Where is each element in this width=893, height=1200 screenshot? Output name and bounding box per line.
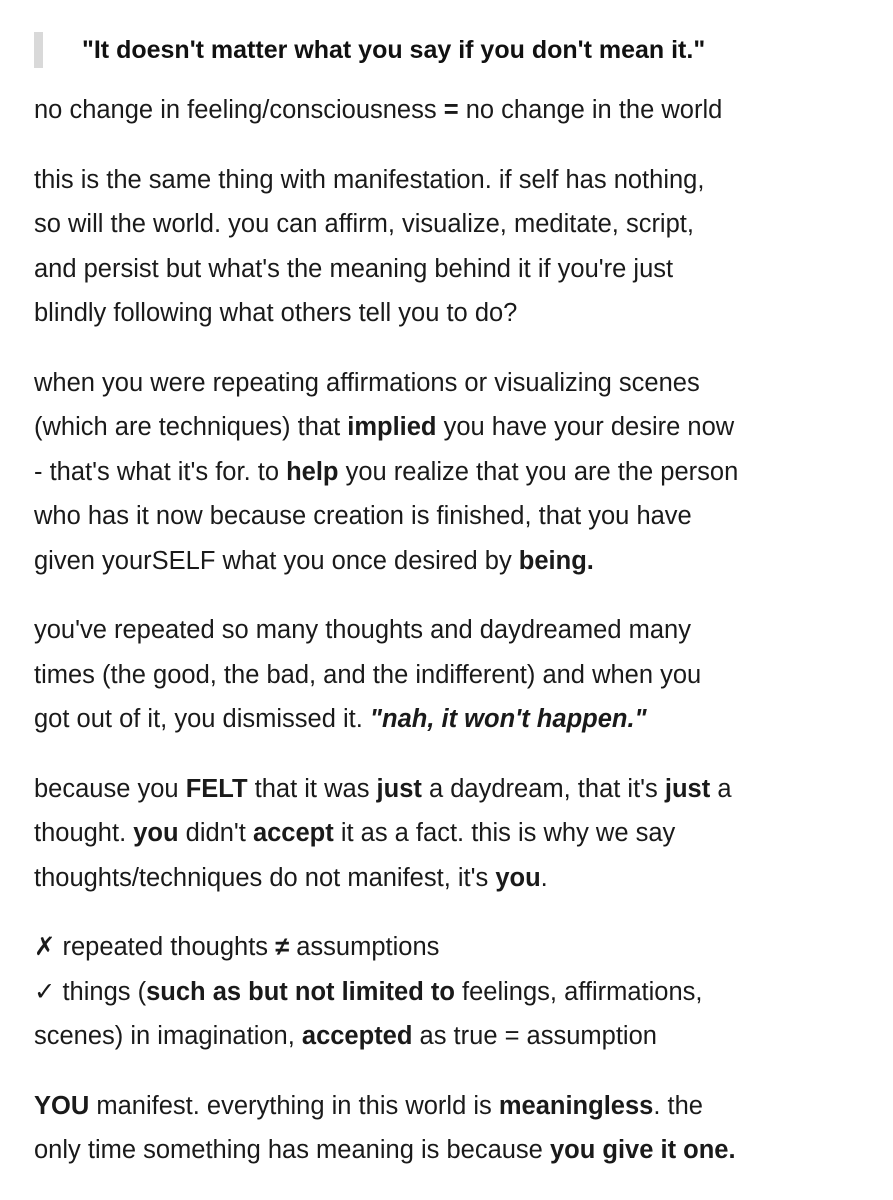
- quote-bar: [34, 32, 43, 68]
- text-line: times (the good, the bad, and the indifferent) and when you: [34, 660, 702, 689]
- text-line: ✗ repeated thoughts ≠ assumptions: [34, 933, 440, 961]
- text-line: thought. you didn't accept it as a fact. this is why we say: [34, 819, 676, 847]
- text-line: given yourSELF what you once desired by being.: [34, 546, 594, 575]
- cross-mark-icon: ✗: [34, 933, 56, 961]
- not-equal-sign: ≠: [275, 933, 290, 961]
- text-line: (which are techniques) that implied you have your desire now: [34, 413, 735, 441]
- text-line: when you were repeating affirmations or visualizing scenes: [34, 368, 700, 397]
- paragraph-3: [34, 361, 874, 584]
- check-mark-icon: ✓: [34, 977, 56, 1006]
- text-line: YOU manifest. everything in this world is meaningless. the: [34, 1091, 703, 1120]
- text-line: no change in feeling/consciousness = no change in the world: [34, 96, 723, 124]
- paragraph-4: [34, 608, 874, 742]
- quote-text: "It doesn't matter what you say if you don't mean it.": [82, 36, 706, 64]
- paragraph-6: [34, 925, 874, 1059]
- paragraph-1: [34, 88, 874, 133]
- text-line: scenes) in imagination, accepted as true = assumption: [34, 1022, 657, 1050]
- text-line: and persist but what's the meaning behind it if you're just: [34, 254, 674, 283]
- text-line: got out of it, you dismissed it. "nah, it won't happen.": [34, 705, 647, 733]
- text-line: blindly following what others tell you to do?: [34, 299, 518, 327]
- blockquote: [34, 30, 874, 70]
- text-line: who has it now because creation is finished, that you have: [34, 502, 692, 530]
- text-line: - that's what it's for. to help you realize that you are the person: [34, 457, 739, 486]
- text-line: you've repeated so many thoughts and daydreamed many: [34, 616, 691, 644]
- text-line: because you FELT that it was just a daydream, that it's just a: [34, 774, 732, 803]
- text-line: this is the same thing with manifestation. if self has nothing,: [34, 165, 705, 194]
- text-line: only time something has meaning is because you give it one.: [34, 1136, 736, 1164]
- paragraph-7: [34, 1084, 874, 1173]
- paragraph-2: [34, 158, 874, 336]
- text-line: thoughts/techniques do not manifest, it's you.: [34, 863, 548, 892]
- text-line: so will the world. you can affirm, visualize, meditate, script,: [34, 210, 694, 238]
- post-body: [34, 30, 874, 1198]
- paragraph-5: [34, 767, 874, 901]
- text-line: ✓ things (such as but not limited to feelings, affirmations,: [34, 977, 703, 1006]
